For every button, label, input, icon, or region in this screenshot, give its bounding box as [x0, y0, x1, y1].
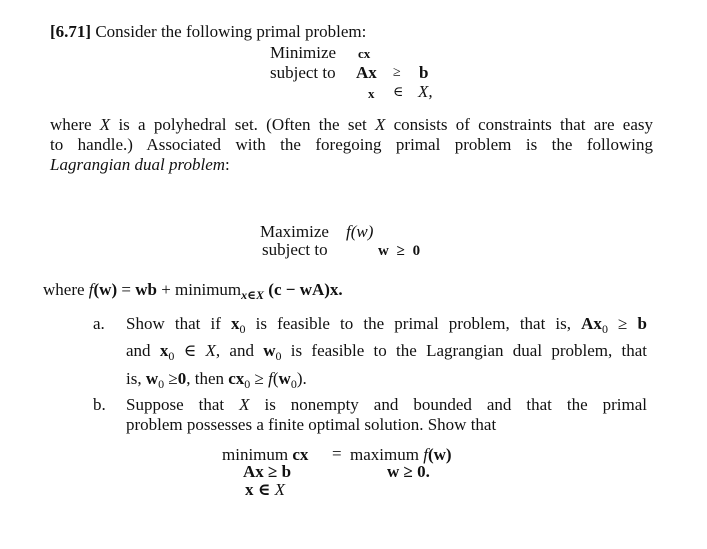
part-a-text: ≥ [607, 314, 638, 333]
part-a-sub: 0 [168, 349, 175, 363]
primal-c2-rel: ∈ [393, 85, 404, 100]
part-a-line2 [126, 341, 647, 366]
part-a-line1 [126, 314, 647, 339]
part-a-text: , then [186, 369, 229, 388]
dual-maximize-label: Maximize [260, 222, 329, 241]
problem-intro: Consider the following primal problem: [95, 22, 367, 41]
part-a-sub: 0 [290, 377, 297, 391]
final-max-w: (w) [427, 445, 452, 464]
final-min-obj: cx [292, 445, 309, 464]
final-max-c1: w ≥ 0. [387, 462, 430, 481]
problem-number: [6.71] [50, 22, 92, 41]
final-eq: = [332, 444, 342, 463]
para1-colon: : [225, 155, 230, 174]
primal-c2-rhs: X, [418, 82, 433, 101]
part-a-sub: 0 [275, 349, 282, 363]
final-min-c2-x: x ∈ [245, 480, 275, 499]
para1-text: where [50, 115, 100, 134]
part-a-ax: Ax [581, 314, 602, 333]
final-max-f: f [423, 445, 428, 464]
final-min-label: minimum [222, 445, 293, 464]
para1-set-x: X [99, 115, 111, 134]
part-a-text: ≥ [164, 369, 178, 388]
para1-text: consists of constraints that are easy [385, 115, 653, 134]
final-max-label: maximum [350, 445, 424, 464]
dual-objective-text: f(w) [346, 222, 374, 241]
part-a-cx: cx [228, 369, 245, 388]
part-a-line3 [126, 369, 307, 394]
part-a-f: f [268, 369, 273, 388]
part-a-text: Show that if [126, 314, 231, 333]
part-a-w: w [278, 369, 291, 388]
para1-line1 [50, 115, 653, 135]
part-a-text: , and [215, 341, 264, 360]
part-a-text: ≥ [250, 369, 269, 388]
para1-line2: to handle.) Associated with the foregoing primal problem is the following [50, 135, 653, 154]
fdef-f: f [88, 280, 94, 299]
primal-minimize-label: Minimize [270, 43, 337, 62]
dual-constraint: w ≥ 0 [378, 243, 421, 259]
part-a-sub: 0 [601, 322, 608, 336]
dual-subject-label: subject to [262, 240, 328, 259]
part-a-x: x [159, 341, 169, 360]
part-b-text: Suppose that [126, 395, 240, 414]
primal-c1-rhs: b [419, 63, 429, 82]
part-a-text: is feasible to the Lagrangian dual problem, that [281, 341, 648, 360]
para1-line3 [50, 155, 230, 175]
part-a-set-x: X [205, 341, 216, 360]
part-b-line2: problem possesses a finite optimal solution. Show that [126, 415, 497, 434]
primal-c2-lhs: x [368, 86, 375, 101]
fdef-rest: (c − wA)x. [264, 280, 343, 299]
part-a-label: a. [93, 314, 105, 333]
primal-objective: cx [358, 46, 371, 61]
part-a-text: ∈ [174, 341, 206, 360]
part-a-text: is, [126, 369, 146, 388]
fdef-text: where [43, 280, 89, 299]
part-a-w: w [145, 369, 159, 388]
para1-text: is a polyhedral set. (Often the set [110, 115, 375, 134]
primal-c1-rel: ≥ [393, 65, 401, 80]
final-min-c2-set: X [274, 480, 285, 499]
part-a-sub: 0 [158, 377, 165, 391]
lagrangian-dual-term: Lagrangian dual problem [50, 155, 226, 174]
part-a-sub: 0 [239, 322, 246, 336]
problem-heading [50, 22, 366, 42]
part-a-zero: 0 [177, 369, 187, 388]
part-a-sub: 0 [244, 377, 251, 391]
fdef-arg: (w) [93, 280, 118, 299]
fw-definition [43, 280, 343, 305]
part-b-text: is nonempty and bounded and that the primal [249, 395, 647, 414]
fdef-text: = [117, 280, 136, 299]
fdef-subscript: x∈X [241, 288, 265, 302]
part-a-b: b [637, 314, 647, 333]
part-a-text: ( [272, 369, 279, 388]
part-b-set-x: X [239, 395, 250, 414]
final-min-c1: Ax ≥ b [243, 462, 292, 481]
dual-objective [346, 222, 373, 242]
part-b-line1 [126, 395, 647, 415]
para1-set-x: X [374, 115, 386, 134]
part-a-x: x [230, 314, 240, 333]
fdef-wb: wb [135, 280, 157, 299]
part-a-w: w [263, 341, 276, 360]
part-b-label: b. [93, 395, 106, 414]
primal-c1-lhs: Ax [356, 63, 377, 82]
final-min-c2 [245, 480, 285, 500]
part-a-text: ). [296, 369, 307, 388]
fdef-text: + minimum [156, 280, 242, 299]
primal-subject-label: subject to [270, 63, 336, 82]
part-a-text: is feasible to the primal problem, that is, [245, 314, 582, 333]
part-a-text: and [126, 341, 160, 360]
